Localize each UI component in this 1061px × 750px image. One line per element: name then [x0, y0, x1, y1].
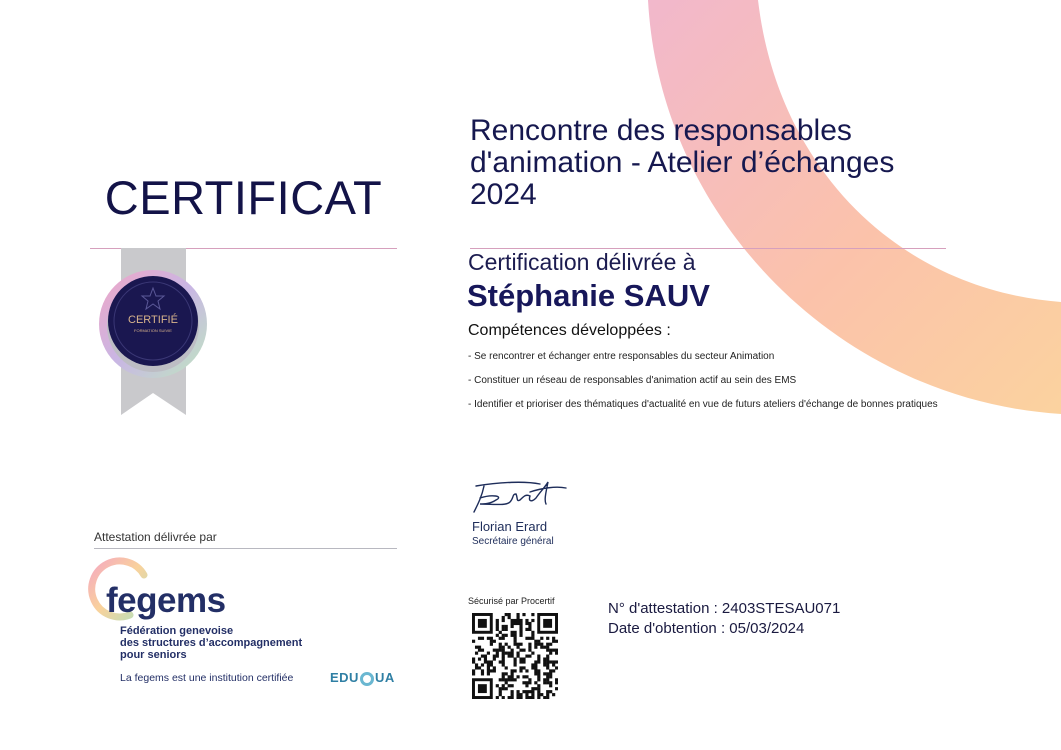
- skill-item: - Constituer un réseau de responsables d'animation actif au sein des EMS: [468, 375, 797, 386]
- attestation-date: Date d'obtention : 05/03/2024: [608, 620, 805, 637]
- fegems-logo-text: fegems: [106, 581, 226, 620]
- delivered-to-label: Certification délivrée à: [468, 249, 696, 275]
- issuer-name-line: pour seniors: [120, 649, 187, 661]
- event-title-line: Rencontre des responsables: [470, 114, 852, 147]
- badge-line2: FORMATION SUIVIE: [134, 328, 172, 333]
- skills-heading: Compétences développées :: [468, 322, 671, 339]
- attestation-number: N° d'attestation : 2403STESAU071: [608, 600, 841, 617]
- certified-badge: [96, 248, 212, 418]
- recipient-name: Stéphanie SAUV: [467, 278, 710, 313]
- verification-qr-code[interactable]: [472, 613, 558, 699]
- eduqua-right: UA: [374, 670, 395, 685]
- issued-by-label: Attestation délivrée par: [94, 530, 217, 544]
- event-title-line: d'animation - Atelier d’échanges: [470, 146, 895, 179]
- skill-item: - Se rencontrer et échanger entre responsables du secteur Animation: [468, 351, 775, 362]
- issuer-divider: [94, 548, 397, 549]
- signatory-role: Secrétaire général: [472, 536, 554, 547]
- eduqua-q-icon: [360, 672, 374, 686]
- event-title: [470, 115, 970, 211]
- signature-image: [470, 478, 570, 516]
- issuer-certified-note: La fegems est une institution certifiée: [120, 672, 294, 684]
- skill-item: - Identifier et prioriser des thématiques d'actualité en vue de futurs ateliers d'échange de bonnes pratiques: [468, 399, 938, 410]
- signatory-name: Florian Erard: [472, 519, 548, 534]
- issuer-name-line: des structures d’accompagnement: [120, 637, 303, 649]
- issuer-name-line: Fédération genevoise: [120, 625, 234, 637]
- event-title-line: 2024: [470, 178, 537, 211]
- secured-by-label: Sécurisé par Procertif: [468, 596, 555, 606]
- badge-line1: CERTIFIÉ: [128, 314, 178, 326]
- eduqua-logo: [330, 670, 395, 686]
- certificate-title: CERTIFICAT: [104, 171, 383, 224]
- eduqua-left: EDU: [330, 670, 359, 685]
